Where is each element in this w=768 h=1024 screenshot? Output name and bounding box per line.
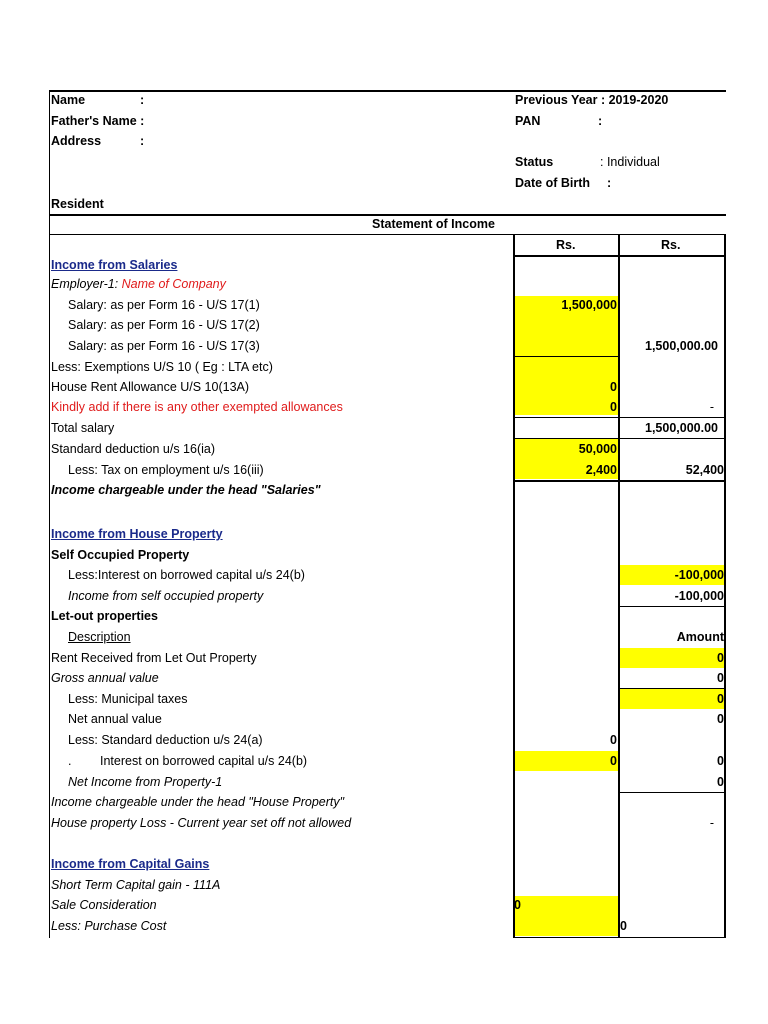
interest-self-occupied-value: -100,000	[674, 568, 724, 582]
standard-deduction-24a-value: 0	[610, 733, 617, 747]
salary-17-3-bottom	[514, 356, 618, 357]
house-property-chargeable: Income chargeable under the head "House Property"	[51, 795, 345, 809]
net-annual-value: 0	[717, 712, 724, 726]
salary-total-value: 1,500,000.00	[645, 339, 718, 353]
standard-deduction-value: 50,000	[578, 442, 617, 456]
net-income-property-value: 0	[717, 775, 724, 789]
income-self-occupied-label: Income from self occupied property	[68, 589, 264, 603]
other-exempted-note: Kindly add if there is any other exempted allowances	[51, 400, 343, 414]
gross-annual-label: Gross annual value	[51, 671, 159, 685]
municipal-taxes-value: 0	[717, 692, 724, 706]
net-annual-label: Net annual value	[68, 712, 162, 726]
other-exempted-dash: -	[709, 400, 714, 414]
salary-17-3-label: Salary: as per Form 16 - U/S 17(3)	[68, 339, 260, 353]
income-self-occupied-value: -100,000	[674, 589, 724, 603]
col-header-bottom-border	[514, 255, 726, 257]
purchase-cost-label: Less: Purchase Cost	[51, 919, 167, 933]
employer-prefix: Employer-1:	[51, 277, 122, 291]
pan-colon: :	[598, 114, 603, 128]
let-out-label: Let-out properties	[51, 609, 158, 623]
income-from-salaries-link[interactable]: Income from Salaries	[51, 258, 178, 272]
interest-let-out-total: 0	[717, 754, 724, 768]
standard-deduction-24a-label: Less: Standard deduction u/s 24(a)	[68, 733, 263, 747]
self-occupied-label: Self Occupied Property	[51, 548, 190, 562]
capital-gains-bottom	[514, 937, 726, 938]
sale-consideration-value: 0	[514, 898, 521, 912]
tax-on-employment-value: 2,400	[585, 463, 617, 477]
pan-label: PAN	[515, 114, 541, 128]
income-salaries-chargeable: Income chargeable under the head "Salaries"	[51, 483, 321, 497]
amount-header: Amount	[676, 630, 724, 644]
short-term-gain-label: Short Term Capital gain - 111A	[51, 878, 221, 892]
statement-title: Statement of Income	[372, 217, 495, 231]
column-header-rs-1: Rs.	[556, 238, 576, 252]
self-occupied-bottom	[620, 606, 725, 607]
rent-received-value: 0	[717, 651, 724, 665]
interest-let-out-value: 0	[610, 754, 617, 768]
gross-annual-value: 0	[717, 671, 724, 685]
name-label: Name	[51, 93, 86, 107]
statement-title-bottom-border	[49, 234, 726, 235]
salary-17-1-value: 1,500,000	[561, 298, 617, 312]
description-header: Description	[68, 630, 131, 644]
dob-label: Date of Birth	[515, 176, 590, 190]
tax-on-employment-label: Less: Tax on employment u/s 16(iii)	[68, 463, 264, 477]
address-label: Address	[51, 134, 102, 148]
father-name-label: Father's Name :	[51, 114, 145, 128]
hra-label: House Rent Allowance U/S 10(13A)	[51, 380, 250, 394]
net-income-property-label: Net Income from Property-1	[68, 775, 223, 789]
employer-label	[51, 274, 226, 294]
col2-right-border	[724, 235, 726, 938]
deductions-total-value: 52,400	[685, 463, 724, 477]
salary-17-1-label: Salary: as per Form 16 - U/S 17(1)	[68, 298, 260, 312]
name-colon: :	[140, 93, 145, 107]
municipal-taxes-label: Less: Municipal taxes	[68, 692, 188, 706]
salaries-section-bottom	[514, 480, 726, 482]
status-label: Status	[515, 155, 554, 169]
house-property-loss-label: House property Loss - Current year set off not allowed	[51, 816, 352, 830]
total-salary-label: Total salary	[51, 421, 115, 435]
standard-deduction-label: Standard deduction u/s 16(ia)	[51, 442, 215, 456]
income-from-capital-gains-link[interactable]: Income from Capital Gains	[51, 857, 210, 871]
purchase-cost-value: 0	[620, 919, 627, 933]
company-name: Name of Company	[121, 277, 226, 291]
hra-value: 0	[610, 380, 617, 394]
total-salary-value: 1,500,000.00	[645, 421, 718, 435]
house-property-loss-value: -	[709, 816, 714, 830]
dob-colon: :	[607, 176, 612, 190]
input-cell-sale-consideration[interactable]	[514, 896, 618, 936]
column-header-rs-2: Rs.	[661, 238, 681, 252]
resident-label: Resident	[51, 197, 104, 211]
income-from-house-property-link[interactable]: Income from House Property	[51, 527, 223, 541]
other-exempted-value: 0	[610, 400, 617, 414]
col1-left-border	[513, 235, 515, 938]
interest-self-occupied-label: Less:Interest on borrowed capital u/s 24(b)	[68, 568, 305, 582]
interest-let-out-label: Interest on borrowed capital u/s 24(b)	[100, 754, 308, 768]
exemptions-label: Less: Exemptions U/S 10 ( Eg : LTA etc)	[51, 360, 273, 374]
salary-17-2-label: Salary: as per Form 16 - U/S 17(2)	[68, 318, 260, 332]
interest-let-out-dot: .	[68, 754, 72, 768]
status-value: : Individual	[600, 155, 660, 169]
sale-consideration-label: Sale Consideration	[51, 898, 157, 912]
previous-year: Previous Year : 2019-2020	[515, 93, 669, 107]
net-income-bottom	[620, 792, 725, 793]
rent-received-label: Rent Received from Let Out Property	[51, 651, 257, 665]
address-colon: :	[140, 134, 145, 148]
left-border	[49, 90, 50, 938]
